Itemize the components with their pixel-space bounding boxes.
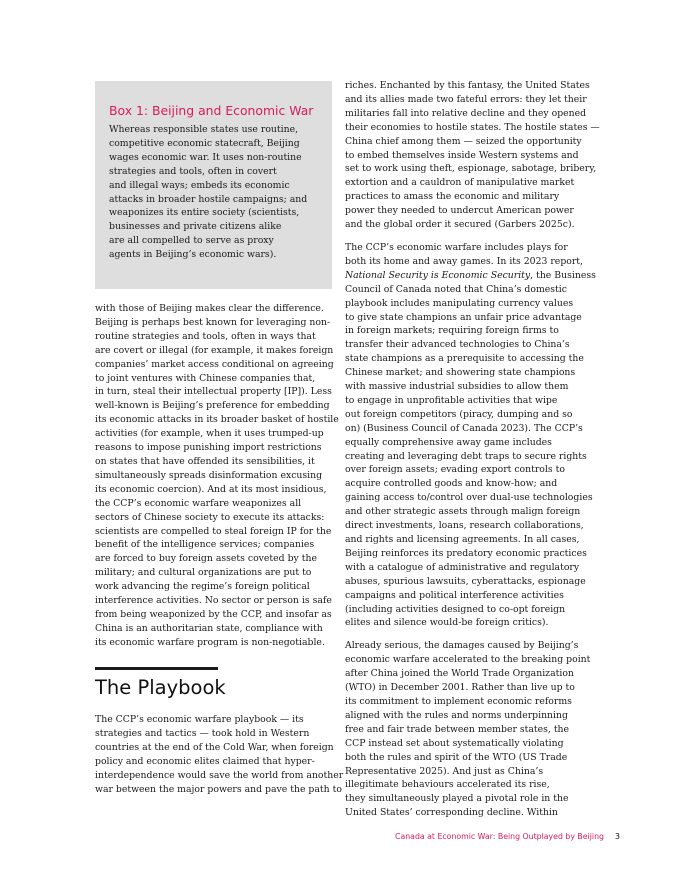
text-line: practices to amass the economic and military [345,191,560,203]
text-line: its economic attacks in its broader basket of hostile [95,414,339,426]
text-line: reasons to impose punishing import restrictions [95,442,322,454]
playbook-paragraph [95,713,343,796]
text-line [345,269,600,283]
text-line: riches. Enchanted by this fantasy, the United States [345,80,590,91]
playbook-intro-text [95,713,343,796]
text-line: its commitment to implement economic reforms [345,695,572,707]
text-line: to joint ventures with Chinese companies that, [95,372,316,384]
text-line: playbook includes manipulating currency values [345,297,574,309]
text-line: after China joined the World Trade Organization [345,668,574,680]
text-line: economic warfare accelerated to the breaking point [345,654,591,666]
text-line: strategies and tactics — took hold in Western [95,727,310,739]
text-line: abuses, spurious lawsuits, cyberattacks, espionage [345,575,586,587]
left-paragraph [95,302,339,650]
text-line: companies’ market access conditional on agreeing [95,358,334,370]
text-line: state champions as a prerequisite to accessing the [345,353,584,365]
text-line: militaries fall into relative decline and they opened [345,107,587,119]
text-line: countries at the end of the Cold War, when foreign [95,741,334,753]
paragraph-lines [345,283,600,631]
text-line: illegitimate behaviours accelerated its rise, [345,779,550,791]
text-line: the CCP’s economic warfare weaponizes all [95,497,302,509]
text-line: both the rules and spirit of the WTO (US Trade [345,751,568,763]
text-line: power they needed to undercut American power [345,205,574,217]
text-fragment: , the Business [530,269,596,281]
text-line: set to work using theft, espionage, sabotage, bribery, [345,163,597,175]
text-line: China is an authoritarian state, compliance with [95,622,323,634]
text-line: activities (for example, when it uses trumped-up [95,428,324,440]
text-line: out foreign competitors (piracy, dumping and so [345,408,573,420]
text-line: they simultaneously played a pivotal role in the [345,793,569,805]
text-line: competitive economic statecraft, Beijing [109,137,300,149]
text-line: to give state champions an unfair price advantage [345,311,582,323]
text-line: interference activities. No sector or person is safe [95,595,332,607]
text-line: Representative 2025). And just as China’s [345,765,544,777]
sidebar-box [95,81,332,289]
text-line: Council of Canada noted that China’s domestic [345,283,567,295]
text-line: and illegal ways; embeds its economic [109,179,290,191]
left-column-text [95,302,339,650]
text-line: The CCP’s economic warfare playbook — its [95,714,304,725]
text-line: businesses and private citizens alike [109,221,282,233]
text-line: on states that have offended its sensibilities, it [95,455,315,467]
text-line: are covert or illegal (for example, it makes foreign [95,344,334,356]
text-line: from being weaponized by the CCP, and insofar as [95,608,332,620]
text-line: well-known is Beijing’s preference for embedding [95,400,330,412]
text-line: (WTO) in December 2001. Rather than live up to [345,682,575,694]
text-line: equally comprehensive away game includes [345,436,552,448]
text-line: war between the major powers and pave the path to [95,783,342,795]
text-line: over foreign assets; evading export controls to [345,464,565,476]
text-line: (including activities designed to co-opt foreign [345,603,566,615]
text-line: scientists are compelled to steal foreign IP for the [95,525,332,537]
text-line: Whereas responsible states use routine, [109,124,299,135]
text-line: and the global order it secured (Garbers 2025c). [345,219,575,231]
text-line: extortion and a cauldron of manipulative market [345,177,575,189]
text-line: interdependence would save the world from another [95,769,344,781]
text-line: weaponizes its entire society (scientists, [109,207,300,219]
right-paragraph-1 [345,79,600,232]
report-title: National Security is Economic Security [345,269,531,281]
text-line: routine strategies and tools, often in ways that [95,330,316,342]
footer-title: Canada at Economic War: Being Outplayed by Beijing [395,832,604,841]
text-line: their economies to hostile states. The hostile states — [345,121,600,133]
text-line: its economic coercion). And at its most insidious, [95,483,327,495]
text-line: Already serious, the damages caused by Beijing’s [345,640,579,652]
text-line: Beijing is perhaps best known for leveraging non- [95,316,331,328]
text-line: Beijing reinforces its predatory economic practices [345,547,587,559]
text-line: wages economic war. It uses non-routine [109,151,302,163]
paragraph-gap [345,232,600,241]
page-number: 3 [615,832,620,841]
text-line: simultaneously spreads disinformation excusing [95,469,323,481]
text-line: its economic warfare program is non-negotiable. [95,636,325,648]
box-title: Box 1: Beijing and Economic War [109,103,314,118]
right-column-text [345,79,600,820]
right-paragraph-2 [345,241,600,630]
right-paragraph-3 [345,639,600,820]
text-line: with those of Beijing makes clear the difference. [95,303,324,314]
text-line: with a catalogue of administrative and regulatory [345,561,580,573]
text-line: elites and silence would-be foreign critics). [345,617,549,629]
text-line: direct investments, loans, research collaborations, [345,520,584,532]
text-line: transfer their advanced technologies to China’s [345,339,570,351]
text-line: gaining access to/control over dual-use technologies [345,492,593,504]
text-line: Chinese market; and showering state champions [345,367,576,379]
paragraph-gap [345,630,600,639]
text-line: and other strategic assets through malign foreign [345,506,581,518]
text-line: military; and cultural organizations are put to [95,567,312,579]
text-line: work advancing the regime’s foreign political [95,581,310,593]
text-line: to embed themselves inside Western systems and [345,149,579,161]
text-line: to engage in unprofitable activities that wipe [345,394,558,406]
text-line: attacks in broader hostile campaigns; and [109,193,308,205]
section-heading: The Playbook [95,676,226,699]
text-line: United States’ corresponding decline. Within [345,807,558,819]
text-line: creating and leveraging debt traps to secure rights [345,450,587,462]
text-line: on) (Business Council of Canada 2023). The CCP’s [345,422,583,434]
text-line: benefit of the intelligence services; companies [95,539,315,551]
text-line: are all compelled to serve as proxy [109,235,274,247]
section-rule [95,667,218,670]
text-line: in foreign markets; requiring foreign firms to [345,325,559,337]
box-text [109,123,322,262]
text-line: policy and economic elites claimed that hyper- [95,755,315,767]
text-line: sectors of Chinese society to execute its attacks: [95,511,325,523]
text-line: free and fair trade between member states, the [345,723,570,735]
text-line: acquire controlled goods and know-how; and [345,478,558,490]
text-line: strategies and tools, often in covert [109,165,277,177]
text-line: agents in Beijing’s economic wars). [109,249,277,261]
text-line: China chief among them — seized the opportunity [345,135,582,147]
text-line: both its home and away games. In its 2023 report, [345,255,583,267]
text-line: CCP instead set about systematically violating [345,737,564,749]
text-line: with massive industrial subsidies to allow them [345,381,569,393]
text-line: are forced to buy foreign assets coveted by the [95,553,317,565]
text-line: and its allies made two fateful errors: they let their [345,93,587,105]
text-line: in turn, steal their intellectual property [IP]). Less [95,386,332,398]
text-line: The CCP’s economic warfare includes plays for [345,241,568,253]
text-line: campaigns and political interference activities [345,589,564,601]
text-line: and rights and licensing agreements. In all cases, [345,534,580,545]
text-line: aligned with the rules and norms underpinning [345,709,568,721]
